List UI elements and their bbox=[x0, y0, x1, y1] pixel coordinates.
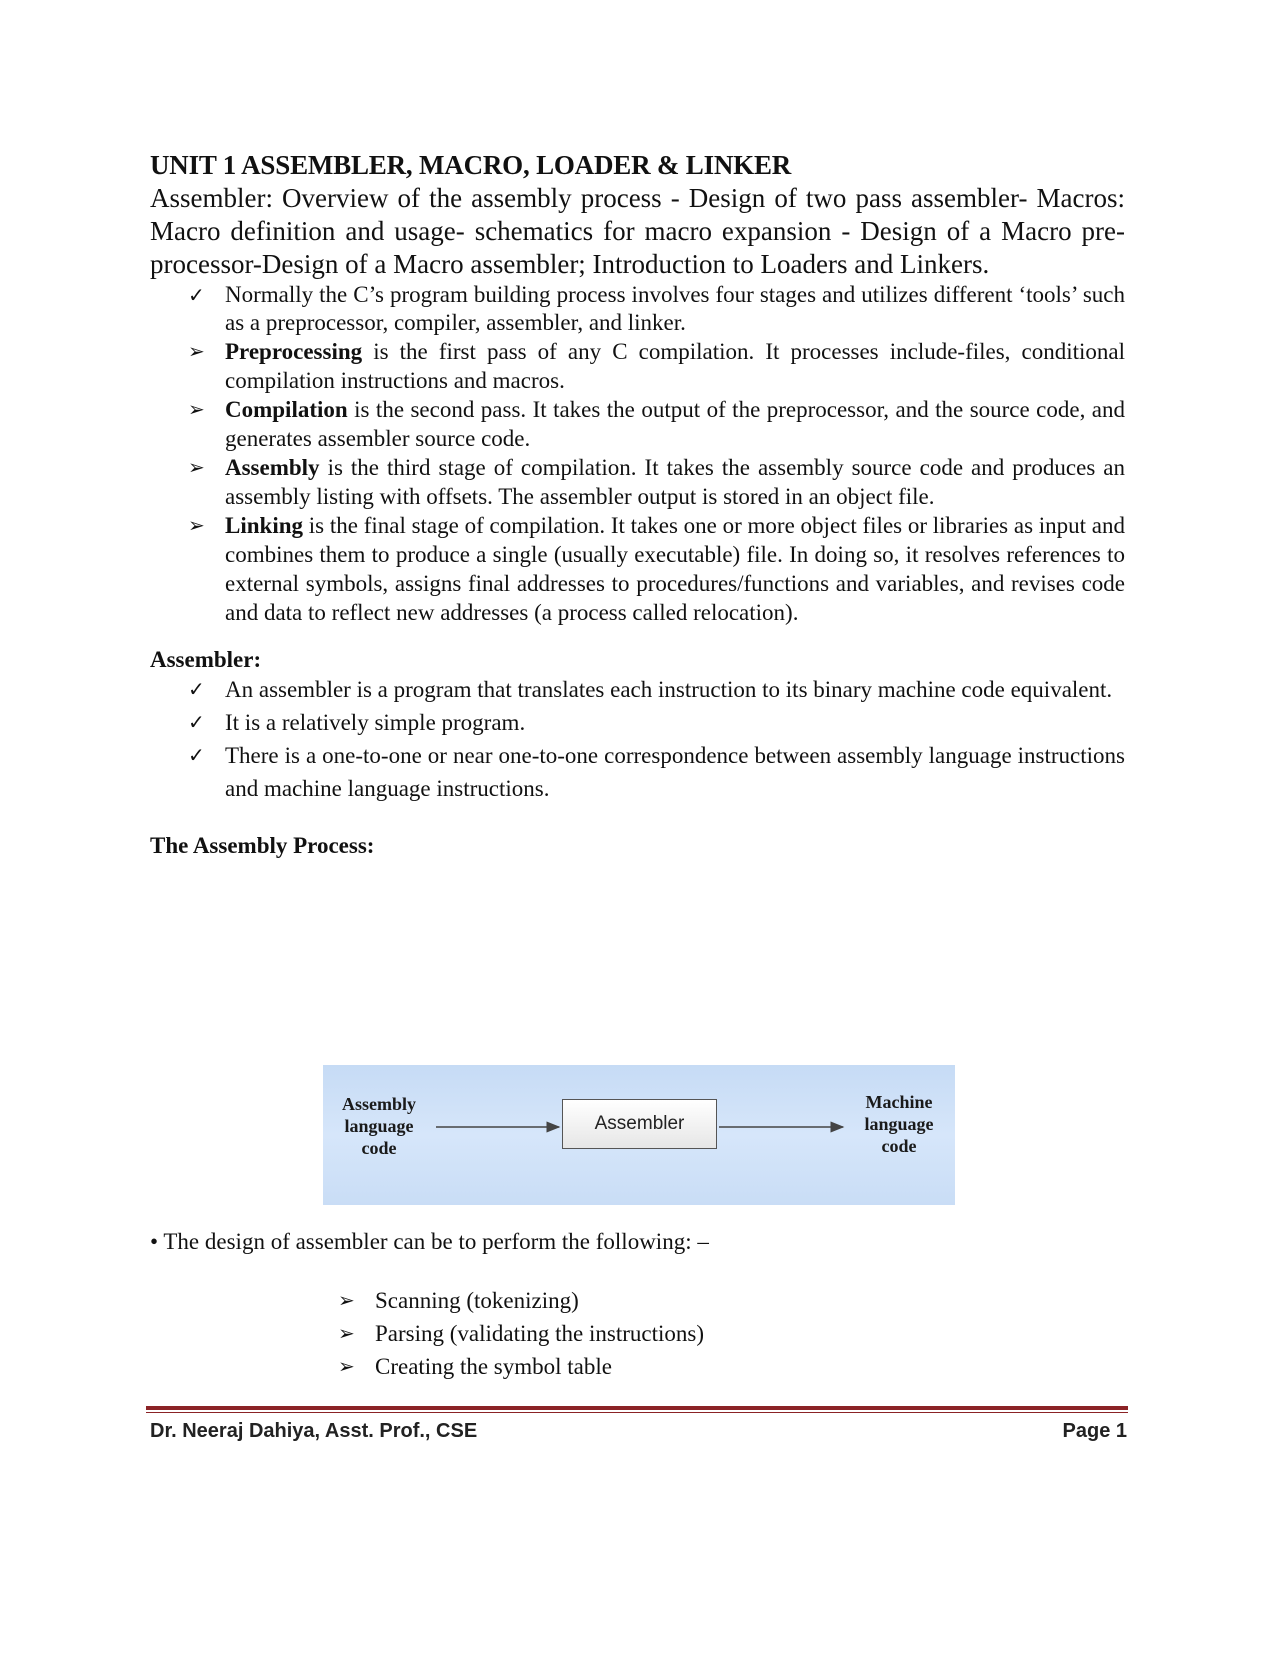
design-step-text: Parsing (validating the instructions) bbox=[375, 1321, 704, 1346]
design-step bbox=[300, 1350, 704, 1383]
document-page bbox=[150, 148, 1125, 859]
assembly-process-heading: The Assembly Process: bbox=[150, 833, 375, 858]
stage-text: is the second pass. It takes the output of the preprocessor, and the source code, and generates assembler source code. bbox=[225, 397, 1125, 451]
input-label-line: language bbox=[344, 1116, 414, 1136]
arrowhead-bullet-icon: ➢ bbox=[188, 455, 205, 479]
footer-rule-thin bbox=[146, 1412, 1128, 1413]
arrowhead-bullet-icon: ➢ bbox=[188, 397, 205, 421]
design-step-text: Creating the symbol table bbox=[375, 1354, 612, 1379]
stage-term: Assembly bbox=[225, 455, 320, 480]
design-step bbox=[300, 1317, 704, 1350]
design-step bbox=[300, 1284, 704, 1317]
arrowhead-bullet-icon: ➢ bbox=[338, 1288, 355, 1312]
arrowhead-bullet-icon: ➢ bbox=[188, 339, 205, 363]
overview-text: Normally the C’s program building process involves four stages and utilizes different ‘tools’ such as a preprocessor, compiler, assembler, and linker. bbox=[225, 282, 1125, 335]
assembler-point bbox=[150, 739, 1125, 805]
diagram-output-label bbox=[853, 1091, 945, 1157]
unit-title: UNIT 1 ASSEMBLER, MACRO, LOADER & LINKER bbox=[150, 150, 792, 180]
stage-term: Linking bbox=[225, 513, 303, 538]
design-step-text: Scanning (tokenizing) bbox=[375, 1288, 579, 1313]
stage-text: is the final stage of compilation. It takes one or more object files or libraries as input and combines them to produce a single (usually executable) file. In doing so, it resolves references to external symbols, assigns final addresses to procedures/functions and variables, and revises code and data to reflect new addresses (a process called relocation). bbox=[225, 513, 1126, 625]
arrowhead-bullet-icon: ➢ bbox=[188, 513, 205, 537]
design-intro: • The design of assembler can be to perform the following: – bbox=[150, 1229, 709, 1254]
output-label-line: Machine bbox=[865, 1092, 933, 1112]
stage-term: Preprocessing bbox=[225, 339, 363, 364]
assembler-points-list bbox=[150, 673, 1125, 805]
stage-item-compilation bbox=[150, 395, 1125, 453]
assembler-point-text: There is a one-to-one or near one-to-one correspondence between assembly language instructions and machine language instructions. bbox=[225, 743, 1125, 801]
input-label-line: code bbox=[361, 1138, 397, 1158]
arrowhead-bullet-icon: ➢ bbox=[338, 1321, 355, 1345]
overview-item bbox=[150, 281, 1125, 337]
check-mark-icon: ✓ bbox=[188, 710, 205, 734]
check-mark-icon: ✓ bbox=[188, 677, 205, 701]
stage-text: is the first pass of any C compilation. It processes include-files, conditional compilation instructions and macros. bbox=[225, 339, 1125, 393]
footer-author: Dr. Neeraj Dahiya, Asst. Prof., CSE bbox=[150, 1420, 478, 1442]
stage-item-assembly bbox=[150, 453, 1125, 511]
check-mark-icon: ✓ bbox=[188, 743, 205, 767]
stage-term: Compilation bbox=[225, 397, 348, 422]
arrowhead-bullet-icon: ➢ bbox=[338, 1354, 355, 1378]
design-steps-list bbox=[300, 1284, 704, 1383]
input-label-line: Assembly bbox=[341, 1094, 416, 1114]
stage-text: is the third stage of compilation. It takes the assembly source code and produces an assembly listing with offsets. The assembler output is stored in an object file. bbox=[225, 455, 1125, 509]
assembler-point-text: It is a relatively simple program. bbox=[225, 710, 526, 735]
assembler-heading: Assembler: bbox=[150, 647, 262, 672]
footer-page-number: Page 1 bbox=[1062, 1420, 1127, 1442]
overview-list bbox=[150, 281, 1125, 337]
check-mark-icon: ✓ bbox=[188, 283, 205, 307]
footer-rule-thick bbox=[146, 1406, 1128, 1410]
unit-syllabus: Assembler: Overview of the assembly process - Design of two pass assembler- Macros: Macro definition and usage- schematics for macro expansion - Design of a Macro pre- processor-Design of a Macro assembler; Introduction to Loaders and Linkers. bbox=[150, 183, 1125, 279]
stage-item-linking bbox=[150, 511, 1125, 627]
output-label-line: code bbox=[881, 1136, 917, 1156]
diagram-input-label bbox=[333, 1093, 425, 1159]
output-label-line: language bbox=[864, 1114, 934, 1134]
stages-list bbox=[150, 337, 1125, 627]
assembler-point bbox=[150, 673, 1125, 706]
assembler-point bbox=[150, 706, 1125, 739]
assembly-process-diagram bbox=[323, 1065, 955, 1205]
stage-item-preprocessing bbox=[150, 337, 1125, 395]
assembler-box: Assembler bbox=[562, 1099, 717, 1149]
assembler-point-text: An assembler is a program that translates each instruction to its binary machine code equivalent. bbox=[225, 677, 1113, 702]
